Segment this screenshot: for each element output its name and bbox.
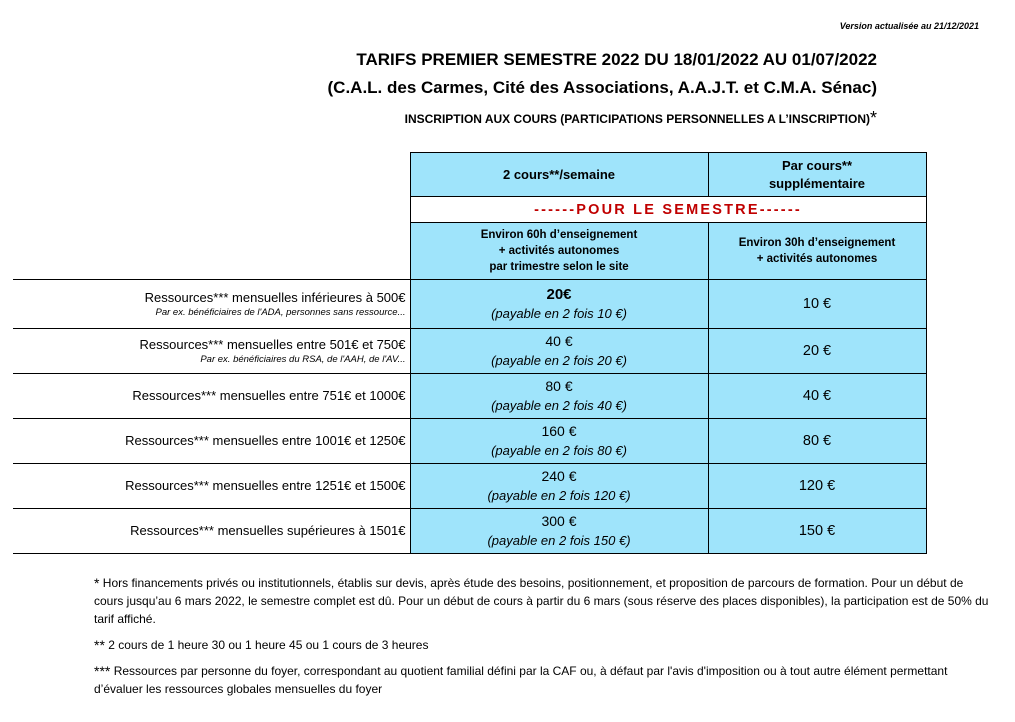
desc-line: + activités autonomes — [498, 245, 620, 257]
footnote-2 — [94, 636, 994, 654]
income-label — [13, 509, 410, 554]
price-cell — [410, 419, 708, 464]
payment-terms: (payable en 2 fois 40 €) — [491, 398, 627, 413]
empty-header-cell — [13, 153, 410, 197]
price-value: 20€ — [546, 286, 572, 303]
tariff-table — [13, 152, 927, 554]
page-subtitle: (C.A.L. des Carmes, Cité des Associations, A.A.J.T. et C.M.A. Sénac) — [327, 78, 877, 97]
price-value: 240 € — [541, 468, 577, 484]
payment-terms: (payable en 2 fois 120 €) — [487, 488, 631, 503]
extra-price-cell: 120 € — [708, 464, 926, 509]
price-value: 40 € — [545, 333, 573, 349]
desc-line: par trimestre selon le site — [489, 261, 629, 273]
income-label-text: Ressources*** mensuelles entre 1251€ et 1500€ — [125, 478, 406, 493]
price-cell — [410, 280, 708, 329]
income-label-text: Ressources*** mensuelles inférieures à 500€ — [144, 290, 406, 305]
income-label-text: Ressources*** mensuelles entre 501€ et 750€ — [139, 337, 406, 352]
income-label-text: Ressources*** mensuelles supérieures à 1501€ — [130, 523, 406, 538]
empty-banner-cell — [13, 197, 410, 223]
extra-price-cell: 40 € — [708, 374, 926, 419]
price-cell — [410, 464, 708, 509]
income-label-text: Ressources*** mensuelles entre 1001€ et 1250€ — [125, 433, 406, 448]
footnote-3-text: Ressources par personne du foyer, correspondant au quotient familial défini par la CAF ou, à défaut par l'avis d'imposition ou à tout autre élément permettant d’évaluer les ressources globales mensuelles du foyer — [94, 664, 948, 696]
semester-banner: ------POUR LE SEMESTRE------ — [410, 197, 926, 223]
payment-terms: (payable en 2 fois 150 €) — [487, 533, 631, 548]
income-example: Par ex. bénéficiaires du RSA, de l'AAH, de l'AV... — [200, 354, 406, 365]
income-label-text: Ressources*** mensuelles entre 751€ et 1000€ — [132, 388, 406, 403]
price-value: 80 € — [545, 378, 573, 394]
table-row — [13, 419, 926, 464]
income-example: Par ex. bénéficiaires de l'ADA, personnes sans ressource... — [155, 307, 406, 318]
desc-line: Environ 30h d’enseignement — [738, 237, 896, 249]
footnote-2-marker: ** — [94, 637, 105, 653]
section-heading-text: INSCRIPTION AUX COURS (PARTICIPATIONS PERSONNELLES A L’INSCRIPTION) — [404, 112, 870, 126]
footnote-1 — [94, 574, 994, 628]
header-extra-course — [708, 153, 926, 197]
desc-line: Environ 60h d’enseignement — [480, 229, 638, 241]
income-label — [13, 374, 410, 419]
footnotes — [94, 574, 994, 706]
header-extra-course-line2: supplémentaire — [768, 175, 866, 191]
footnote-3 — [94, 662, 994, 698]
extra-price-cell: 80 € — [708, 419, 926, 464]
footnote-3-marker: *** — [94, 663, 111, 679]
empty-desc-cell — [13, 223, 410, 280]
price-cell — [410, 374, 708, 419]
footnote-1-text: Hors financements privés ou institutionnels, établis sur devis, après étude des besoins, positionnement, et proposition de parcours de formation. Pour un début de cours jusqu’au 6 mars 2022, le semestre complet est dû. Pour un début de cours à partir du 6 mars (sous réserve des places disponibles), la participation est de 50% du tarif affiché. — [94, 576, 989, 626]
income-label — [13, 329, 410, 374]
payment-terms: (payable en 2 fois 10 €) — [491, 306, 627, 321]
extra-price-cell: 20 € — [708, 329, 926, 374]
price-value: 300 € — [541, 513, 577, 529]
table-row — [13, 464, 926, 509]
extra-price-cell: 10 € — [708, 280, 926, 329]
table-row — [13, 374, 926, 419]
page-title: TARIFS PREMIER SEMESTRE 2022 DU 18/01/2022 AU 01/07/2022 — [356, 50, 877, 69]
price-value: 160 € — [541, 423, 577, 439]
footnote-2-text: 2 cours de 1 heure 30 ou 1 heure 45 ou 1 cours de 3 heures — [108, 638, 429, 652]
footnote-1-marker: * — [94, 575, 100, 591]
table-row — [13, 509, 926, 554]
payment-terms: (payable en 2 fois 20 €) — [491, 353, 627, 368]
section-heading — [405, 108, 877, 129]
income-label — [13, 280, 410, 329]
table-row — [13, 329, 926, 374]
desc-line: + activités autonomes — [756, 253, 878, 265]
price-cell — [410, 329, 708, 374]
price-cell — [410, 509, 708, 554]
income-label — [13, 419, 410, 464]
table-row — [13, 280, 926, 329]
payment-terms: (payable en 2 fois 80 €) — [491, 443, 627, 458]
desc-two-courses — [410, 223, 708, 280]
desc-extra-course — [708, 223, 926, 280]
version-date: Version actualisée au 21/12/2021 — [839, 21, 979, 31]
header-two-courses: 2 cours**/semaine — [410, 153, 708, 197]
header-extra-course-line1: Par cours** — [781, 157, 853, 173]
footnote-marker: * — [869, 108, 877, 128]
income-label — [13, 464, 410, 509]
extra-price-cell: 150 € — [708, 509, 926, 554]
